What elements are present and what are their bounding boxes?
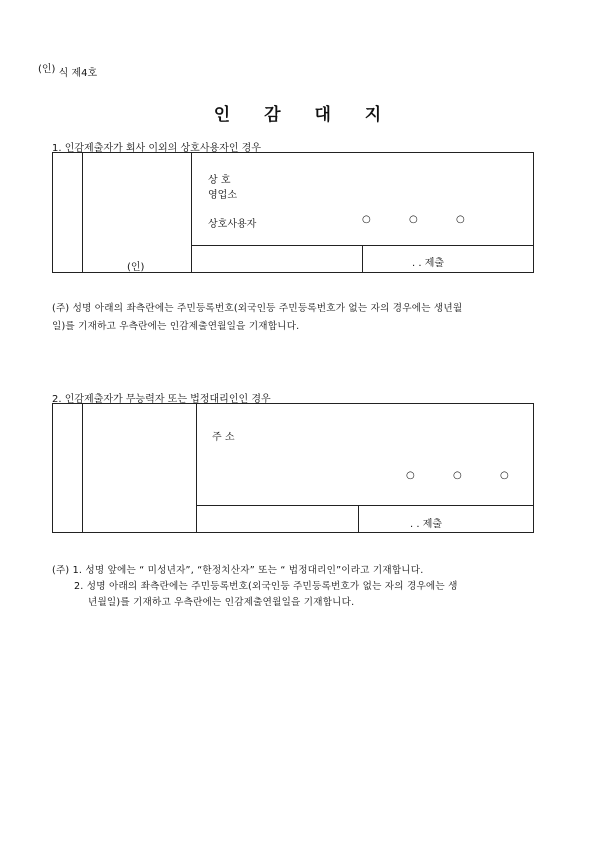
section1-table-border — [52, 152, 534, 273]
section2-name-mark-2: ○ — [453, 470, 462, 481]
note2-line2: 2. 성명 아래의 좌측란에는 주민등록번호(외국인등 주민등록번호가 없는 자의 경우에는 생 — [74, 581, 458, 592]
section1-name-mark-1: ○ — [362, 214, 371, 225]
section1-name-mark-3: ○ — [456, 214, 465, 225]
section1-divider-1 — [82, 152, 83, 273]
section1-trade-name-label: 상 호 — [208, 175, 231, 186]
section1-trade-user-label: 상호사용자 — [208, 219, 257, 230]
section2-divider-3 — [358, 505, 359, 533]
section2-row-divider — [196, 505, 534, 506]
section2-name-mark-3: ○ — [500, 470, 509, 481]
note2-line3: 년월일)를 기재하고 우측란에는 인감제출연월일을 기재합니다. — [88, 597, 355, 608]
section2-address-label: 주 소 — [212, 432, 235, 443]
form-number-seal: (인) — [38, 64, 56, 75]
section2-table-border — [52, 403, 534, 533]
form-number-text: 식 제4호 — [58, 68, 98, 79]
section1-business-office-label: 영업소 — [208, 190, 237, 201]
section2-divider-1 — [82, 403, 83, 533]
note2-line1: (주) 1. 성명 앞에는 “ 미성년자”, “한정치산자” 또는 “ 법정대리인”이라고 기재합니다. — [52, 565, 424, 576]
section2-divider-2 — [196, 403, 197, 533]
note1-line2: 일)를 기재하고 우측란에는 인감제출연월일을 기재합니다. — [52, 321, 300, 332]
section1-divider-3 — [362, 245, 363, 273]
section1-heading: 1. 인감제출자가 회사 이외의 상호사용자인 경우 — [52, 143, 261, 154]
section1-divider-2 — [191, 152, 192, 273]
document-title: 인 감 대 지 — [213, 105, 396, 125]
section2-name-mark-1: ○ — [406, 470, 415, 481]
section2-heading: 2. 인감제출자가 무능력자 또는 법정대리인인 경우 — [52, 394, 271, 405]
section1-date-label: . . 제출 — [412, 258, 445, 269]
form-number — [38, 64, 97, 79]
section1-seal-label: (인) — [127, 262, 145, 273]
note1-line1: (주) 성명 아래의 좌측란에는 주민등록번호(외국인등 주민등록번호가 없는 자의 경우에는 생년월 — [52, 303, 463, 314]
section1-name-mark-2: ○ — [409, 214, 418, 225]
section2-date-label: . . 제출 — [410, 519, 443, 530]
